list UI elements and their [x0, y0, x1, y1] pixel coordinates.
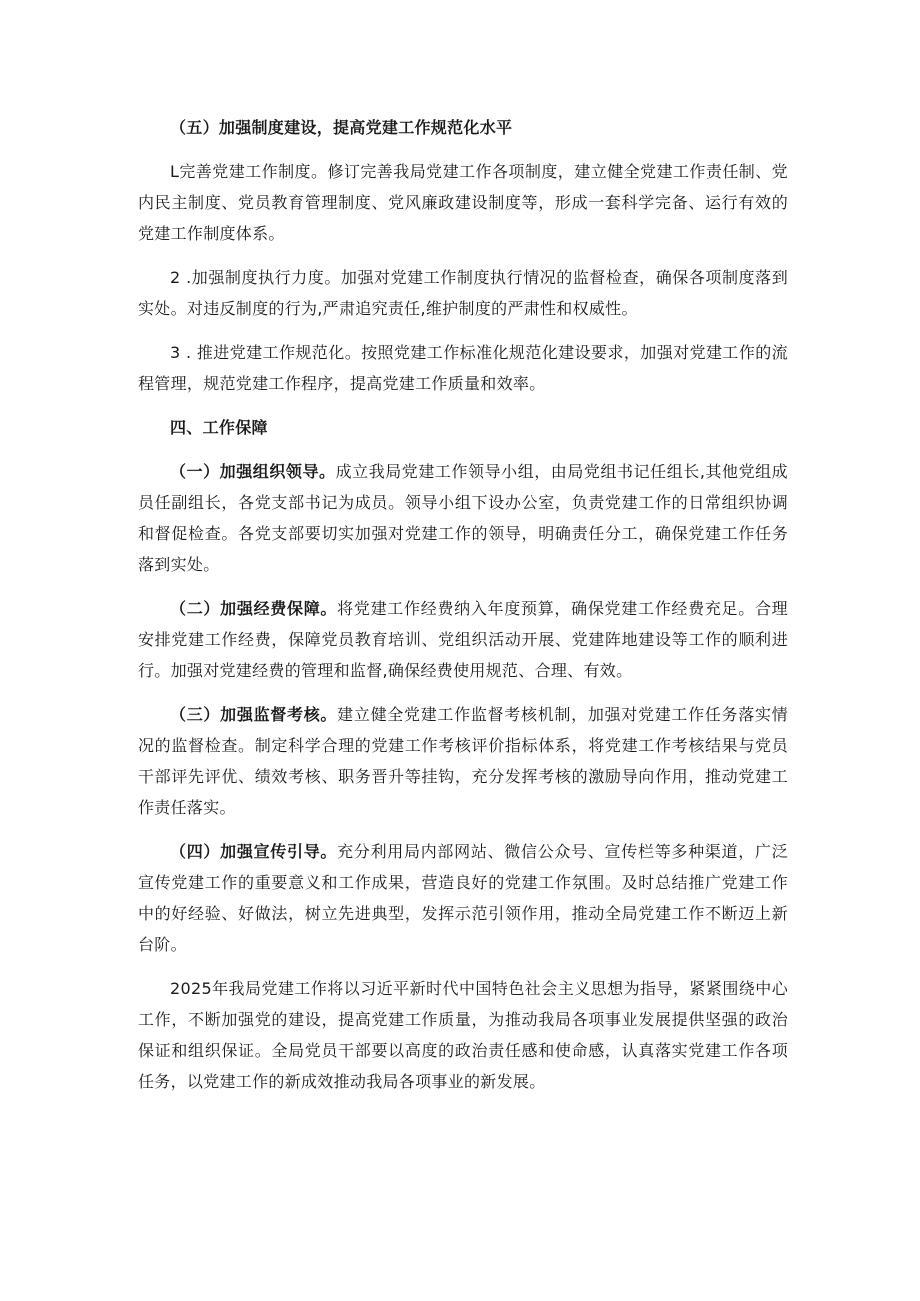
paragraph-text: 2 .加强制度执行力度。加强对党建工作制度执行情况的监督检查，确保各项制度落到实处。对违反制度的行为,严肃追究责任,维护制度的严肃性和权威性。: [138, 268, 788, 318]
paragraph-item-1: [138, 156, 788, 249]
paragraph-lead: （三）加强监督考核。: [170, 705, 338, 724]
paragraph-lead: （一）加强组织领导。: [170, 462, 336, 481]
section-heading-four: [138, 412, 788, 443]
paragraph-item-3: [138, 337, 788, 399]
paragraph-funding: [138, 593, 788, 686]
heading-text: 四、工作保障: [170, 418, 268, 437]
paragraph-text: 3 . 推进党建工作规范化。按照党建工作标准化规范化建设要求，加强对党建工作的流程管理，规范党建工作程序，提高党建工作质量和效率。: [138, 343, 788, 393]
paragraph-publicity: [138, 836, 788, 960]
paragraph-lead: （四）加强宣传引导。: [170, 842, 338, 861]
paragraph-conclusion: [138, 973, 788, 1097]
paragraph-text: 建立健全党建工作监督考核机制，加强对党建工作任务落实情况的监督检查。制定科学合理的党建工作考核评价指标体系，将党建工作考核结果与党员干部评先评优、绩效考核、职务晋升等挂钩，充分发挥考核的激励导向作用，推动党建工作责任落实。: [138, 705, 788, 817]
paragraph-text: 将党建工作经费纳入年度预算，确保党建工作经费充足。合理安排党建工作经费，保障党员教育培训、党组织活动开展、党建阵地建设等工作的顺利进行。加强对党建经费的管理和监督,确保经费使用规范、合理、有效。: [138, 599, 788, 680]
section-heading-five: [138, 112, 788, 143]
paragraph-lead: （二）加强经费保障。: [170, 599, 338, 618]
paragraph-item-2: [138, 262, 788, 324]
heading-text: （五）加强制度建设，提高党建工作规范化水平: [170, 118, 513, 137]
paragraph-text: 充分利用局内部网站、微信公众号、宣传栏等多种渠道，广泛宣传党建工作的重要意义和工作成果，营造良好的党建工作氛围。及时总结推广党建工作中的好经验、好做法，树立先进典型，发挥示范引领作用，推动全局党建工作不断迈上新台阶。: [138, 842, 788, 954]
paragraph-text: 成立我局党建工作领导小组，由局党组书记任组长,其他党组成员任副组长，各党支部书记为成员。领导小组下设办公室，负责党建工作的日常组织协调和督促检查。各党支部要切实加强对党建工作的领导，明确责任分工，确保党建工作任务落到实处。: [138, 462, 788, 574]
paragraph-text: 2025年我局党建工作将以习近平新时代中国特色社会主义思想为指导，紧紧围绕中心工作，不断加强党的建设，提高党建工作质量，为推动我局各项事业发展提供坚强的政治保证和组织保证。全局党员干部要以高度的政治责任感和使命感，认真落实党建工作各项任务，以党建工作的新成效推动我局各项事业的新发展。: [138, 979, 788, 1091]
document-body: [138, 112, 788, 1110]
paragraph-organization: [138, 456, 788, 580]
paragraph-text: L完善党建工作制度。修订完善我局党建工作各项制度，建立健全党建工作责任制、党内民主制度、党员教育管理制度、党风廉政建设制度等，形成一套科学完备、运行有效的党建工作制度体系。: [138, 162, 788, 243]
paragraph-supervision: [138, 699, 788, 823]
